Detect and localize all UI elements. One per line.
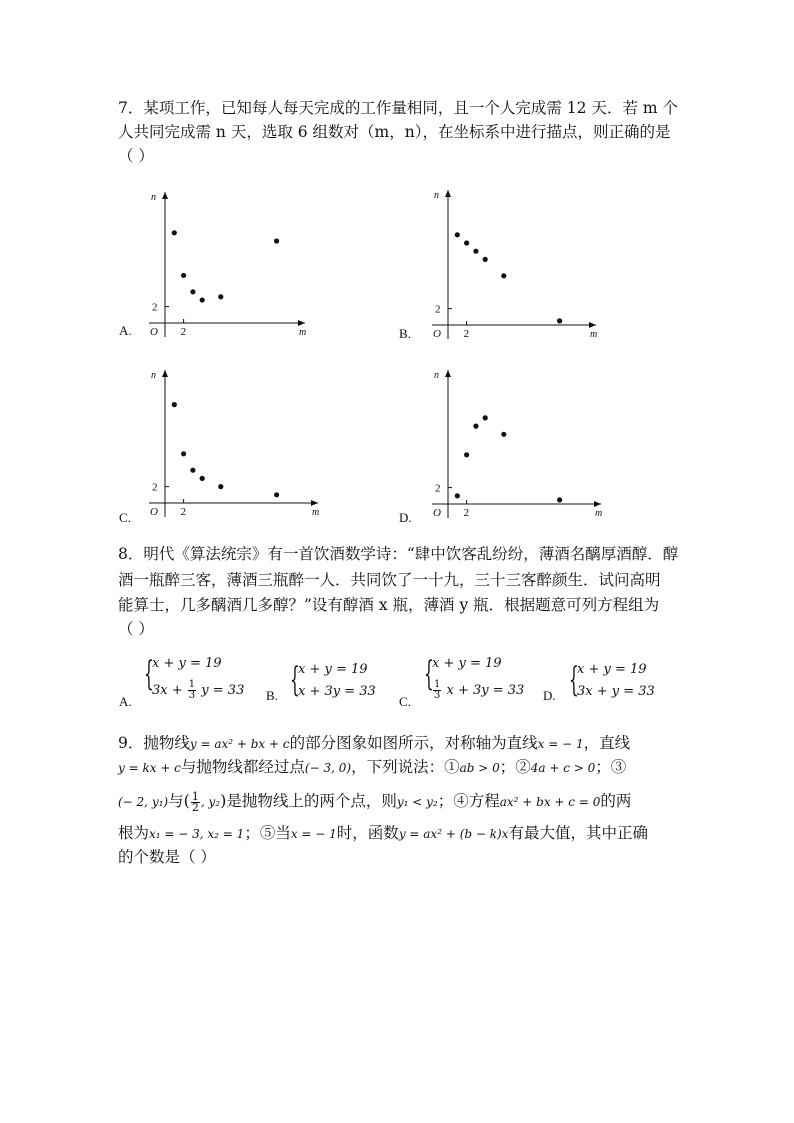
frac-num: 1 xyxy=(191,789,199,803)
y-tick-label: 2 xyxy=(435,303,441,316)
q8-c-eq1: x + y = 19 xyxy=(432,656,502,671)
data-point xyxy=(557,497,562,502)
q8-c-fraction xyxy=(433,680,441,701)
q9-stmt1: ab > 0 xyxy=(459,761,500,775)
x-axis-label: m xyxy=(312,507,320,518)
origin-label: O xyxy=(150,506,158,518)
q8-line4: （ ） xyxy=(118,620,154,638)
y-axis-label: n xyxy=(434,370,439,381)
y-axis-arrow-icon xyxy=(162,370,168,377)
data-point xyxy=(190,289,195,294)
y-axis-arrow-icon xyxy=(162,192,168,199)
q8-option-d-system xyxy=(569,662,669,706)
data-point xyxy=(483,257,488,262)
data-point xyxy=(200,476,205,481)
x-tick-label: 2 xyxy=(180,506,187,518)
y-axis-label: n xyxy=(434,190,439,201)
q9-roots: x₁ = − 3, x₂ = 1 xyxy=(149,827,245,841)
q9-x-value: x = − 1 xyxy=(290,827,337,841)
q8-option-b-system xyxy=(290,662,390,706)
q8-option-b-label: B. xyxy=(266,688,278,703)
y-tick-label: 2 xyxy=(152,481,158,494)
q8-a-eq2-right: y = 33 xyxy=(201,683,245,698)
data-point xyxy=(181,273,186,278)
data-point xyxy=(483,415,488,420)
y-tick-label: 2 xyxy=(435,482,441,495)
data-point xyxy=(473,249,478,254)
option-label: A. xyxy=(119,323,132,338)
q8-d-eq1: x + y = 19 xyxy=(577,662,647,677)
q9-text: 与 xyxy=(168,792,184,810)
q9-half-fraction xyxy=(191,789,200,814)
y-axis-arrow-icon xyxy=(445,190,451,197)
y-axis-label: n xyxy=(151,192,156,203)
x-axis-label: m xyxy=(595,508,603,519)
data-point xyxy=(181,451,186,456)
x-axis-arrow-icon xyxy=(594,501,601,507)
q9-text: ；④方程 xyxy=(437,792,500,810)
data-point xyxy=(455,493,460,498)
q9-line1 xyxy=(118,732,630,755)
q9-text: ；③ xyxy=(595,758,627,776)
q9-line-eq: y = kx + c xyxy=(118,761,181,775)
x-tick-label: 2 xyxy=(180,326,187,338)
q9-text: 有最大值，其中正确 xyxy=(508,824,648,842)
q9-equation: ax² + bx + c = 0 xyxy=(499,795,601,809)
q9-text: ；⑤当 xyxy=(244,824,291,842)
q7-line2: 人共同完成需 n 天，选取 6 组数对（m，n），在坐标系中进行描点，则正确的是 xyxy=(118,123,671,141)
q9-line4 xyxy=(118,822,648,845)
q8-a-eq1: x + y = 19 xyxy=(152,656,222,671)
brace-icon: { xyxy=(290,660,300,700)
data-point xyxy=(274,238,279,243)
data-point xyxy=(557,318,562,323)
q7-line3: （ ） xyxy=(118,147,154,165)
q9-text: 是抛物线上的两个点，则 xyxy=(226,792,397,810)
data-point xyxy=(473,424,478,429)
origin-label: O xyxy=(150,326,158,338)
data-point xyxy=(218,484,223,489)
q8-option-a-system xyxy=(144,656,254,704)
option-label: C. xyxy=(119,510,131,525)
q8-b-eq2: x + 3y = 33 xyxy=(298,684,376,699)
q9-line2 xyxy=(118,756,626,779)
q8-d-eq2: 3x + y = 33 xyxy=(577,684,655,699)
x-axis-arrow-icon xyxy=(589,322,596,328)
y-axis-arrow-icon xyxy=(445,370,451,377)
frac-num: 1 xyxy=(434,679,441,690)
q8-option-c-system xyxy=(424,656,534,704)
q9-text: 与抛物线都经过点 xyxy=(180,758,305,776)
q8-line2: 酒一瓶醉三客，薄酒三瓶醉一人．共同饮了一十九，三十三客醉颜生．试问高明 xyxy=(118,571,661,589)
q8-option-c-label: C. xyxy=(399,694,411,709)
option-label: D. xyxy=(399,510,412,525)
data-point xyxy=(464,240,469,245)
data-point xyxy=(501,273,506,278)
q9-text: 9．抛物线 xyxy=(118,734,190,752)
data-point xyxy=(455,232,460,237)
x-tick-label: 2 xyxy=(463,328,470,340)
data-point xyxy=(172,230,177,235)
option-label: B. xyxy=(399,326,411,341)
frac-den: 2 xyxy=(191,800,199,814)
frac-num: 1 xyxy=(188,679,196,690)
brace-icon: { xyxy=(424,654,434,694)
data-point xyxy=(172,402,177,407)
q9-parabola-eq: y = ax² + bx + c xyxy=(189,737,290,751)
q7-line1: 7．某项工作，已知每人每天完成的工作量相同，且一个人完成需 12 天．若 m 个 xyxy=(118,99,678,117)
q9-stmt2: 4a + c > 0 xyxy=(530,761,596,775)
q9-line3: (− 2, y₁)与( $\frac{1}{2}$ , y₂)是抛物线上的两个点，则y₁ < y₂；④方程ax² + bx + c = 0的两 xyxy=(118,789,632,814)
q8-option-a-label: A. xyxy=(119,694,132,709)
q9-function: y = ax² + (b − k)x xyxy=(398,827,509,841)
q9-text: ，下列说法：① xyxy=(351,758,460,776)
x-axis-arrow-icon xyxy=(311,500,318,506)
origin-label: O xyxy=(433,507,441,519)
brace-icon: { xyxy=(144,654,154,694)
q8-b-eq1: x + y = 19 xyxy=(298,662,368,677)
y-axis-label: n xyxy=(151,370,156,381)
q9-point-a: (− 2, y₁) xyxy=(118,795,169,809)
data-point xyxy=(501,432,506,437)
q9-point-b: , y₂ xyxy=(200,795,221,809)
data-point xyxy=(274,492,279,497)
x-tick-label: 2 xyxy=(463,507,470,519)
q9-stmt3: y₁ < y₂ xyxy=(396,795,438,809)
q9-text: ，直线 xyxy=(583,734,631,752)
x-axis-label: m xyxy=(299,327,307,338)
q9-text: 时，函数 xyxy=(336,824,399,842)
q9-text: 的两 xyxy=(600,792,632,810)
data-point xyxy=(464,452,469,457)
data-point xyxy=(218,294,223,299)
q9-text: ；② xyxy=(499,758,531,776)
q8-a-fraction xyxy=(188,680,196,701)
frac-den: 3 xyxy=(188,690,196,701)
q9-line5: 的个数是（ ） xyxy=(118,848,216,866)
q9-point: (− 3, 0) xyxy=(304,761,352,775)
q9-text: 的部分图象如图所示，对称轴为直线 xyxy=(289,734,538,752)
x-axis-label: m xyxy=(590,329,598,340)
q8-option-d-label: D. xyxy=(543,688,556,703)
y-tick-label: 2 xyxy=(152,301,158,314)
frac-den: 3 xyxy=(434,690,441,701)
q8-line1: 8．明代《算法统宗》有一首饮酒数学诗：“肆中饮客乱纷纷，薄酒名醨厚酒醇．醇 xyxy=(118,545,679,563)
data-point xyxy=(200,297,205,302)
q9-axis-eq: x = − 1 xyxy=(537,737,584,751)
data-point xyxy=(190,468,195,473)
q8-c-eq2: x + 3y = 33 xyxy=(446,683,525,698)
q8-line3: 能算士，几多醨酒几多醇？”设有醇酒 x 瓶，薄酒 y 瓶．根据题意可列方程组为 xyxy=(118,596,660,614)
q9-text: 根为 xyxy=(118,824,150,842)
brace-icon: { xyxy=(569,660,579,700)
x-axis-arrow-icon xyxy=(298,320,305,326)
q8-a-eq2-left: 3x + xyxy=(152,683,183,698)
origin-label: O xyxy=(433,328,441,340)
